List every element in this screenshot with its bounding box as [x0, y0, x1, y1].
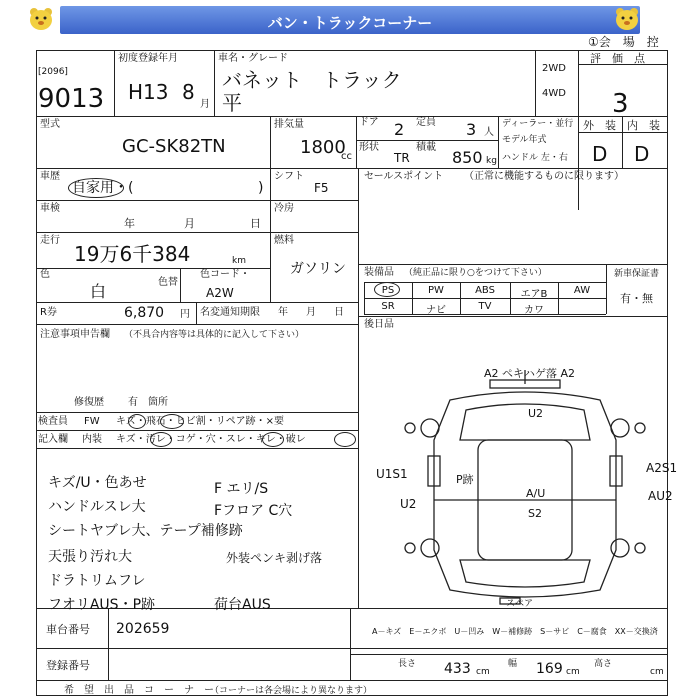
tax-unit: 円: [180, 309, 190, 320]
model-code: GC-SK82TN: [122, 136, 226, 157]
equipment-ps: PS: [381, 285, 395, 296]
diagram-left-mark-2: U2: [400, 497, 417, 511]
payload-value: 850: [452, 148, 483, 167]
width-label: 幅: [508, 659, 518, 669]
payload-unit: kg: [486, 156, 497, 166]
mileage-value: 19万6千384: [74, 242, 191, 266]
equipment-hint: （純正品に限り○をつけて下さい）: [404, 268, 547, 278]
color-change-label: 色替: [158, 277, 178, 288]
circle-mark-wear: [262, 432, 284, 447]
equipment-tv: TV: [478, 301, 492, 312]
tax-label: R券: [40, 307, 57, 318]
repair-history-value: 有: [128, 397, 138, 408]
equipment-abs: ABS: [475, 285, 495, 296]
inspector-items: キズ・飛石・ヒビ割・リペア跡・×要: [116, 416, 284, 427]
sales-point-label: セールスポイント: [364, 171, 444, 182]
repair-history-label: 修復歴: [74, 397, 104, 408]
entry-label: 記入欄: [38, 434, 68, 445]
damage-legend: A－キズ E－エクボ U－凹み W－補修跡 S－サビ C－腐食 XX－交換済: [372, 627, 658, 636]
remark-line: 天張り汚れ大: [48, 549, 132, 565]
equipment-leather: カワ: [524, 305, 544, 316]
equipment-sr: SR: [381, 301, 395, 312]
length-unit: cm: [476, 667, 490, 677]
color-label: 色: [40, 269, 50, 280]
banner-title: バン・トラックコーナー: [267, 14, 433, 32]
diagram-left-mark-1: U1S1: [376, 467, 408, 481]
capacity-unit: 人: [484, 127, 494, 138]
mileage-unit: km: [232, 256, 246, 266]
doors-label: ドア: [359, 117, 379, 128]
equipment-aw: AW: [573, 285, 591, 296]
model-year-label: モデル年式: [502, 135, 547, 145]
post-install-label: 後日品: [364, 319, 394, 330]
remark-line: ドラトリムフレ: [48, 573, 146, 589]
doors-value: 2: [394, 120, 405, 139]
sales-point-hint: （正常に機能するものに限ります）: [464, 171, 624, 182]
registration-number-label: 登録番号: [46, 659, 90, 672]
diagram-right-mark-1: A2S1: [646, 461, 678, 475]
interior-grade: D: [634, 142, 650, 166]
car-name-label: 車名・グレード: [218, 53, 288, 64]
first-reg-month: 8: [182, 80, 195, 104]
engine-unit: cc: [341, 151, 352, 162]
handle-label: ハンドル 左・右: [502, 153, 568, 163]
first-reg-month-unit: 月: [200, 99, 210, 110]
color-code: A2W: [206, 286, 234, 300]
remark-line: ハンドルスレ大: [48, 499, 146, 515]
mileage-label: 走行: [40, 235, 60, 246]
shape-value: TR: [394, 151, 410, 165]
circle-mark-chip: [160, 414, 184, 429]
lot-number: 9013: [38, 84, 105, 114]
diagram-center-mark-1: P跡: [456, 473, 474, 486]
mascot-bear-icon-left: [26, 5, 56, 31]
wish-corner-hint: （コーナーは各会場により異なります）: [210, 686, 373, 696]
height-label: 高さ: [594, 659, 613, 669]
equipment-pw: PW: [428, 285, 444, 296]
inspector-fw: FW: [84, 416, 100, 427]
mascot-bear-icon-right: [612, 5, 642, 31]
inspector-label: 検査員: [38, 416, 68, 427]
tax-value: 6,870: [124, 305, 165, 321]
remark-line: シートヤブレ大、テープ補修跡: [48, 523, 243, 539]
remark-line-right: 荷台AUS: [214, 597, 271, 613]
remark-line-right: Fフロア C穴: [214, 503, 293, 519]
fuel-value: ガソリン: [290, 261, 346, 277]
history-label: 車歴: [40, 171, 60, 182]
dealer-label: ディーラー・並行: [502, 119, 574, 129]
wish-corner-label: 希 望 出 品 コ ー ナ ー: [64, 685, 214, 696]
color-value: 白: [90, 282, 107, 301]
repair-location-label: 箇所: [148, 397, 168, 408]
history-value: 自家用・(: [72, 180, 134, 196]
notice-day: 日: [334, 307, 344, 318]
width-unit: cm: [566, 667, 580, 677]
height-unit: cm: [650, 667, 664, 677]
shape-label: 形状: [359, 142, 379, 153]
interior-check-label: 内装: [82, 434, 102, 445]
exterior-label: 外 装: [583, 119, 616, 132]
score-label: 評 価 点: [590, 52, 645, 65]
exterior-grade: D: [592, 142, 608, 166]
notes-label: 注意事項申告欄: [40, 329, 110, 340]
payload-label: 積載: [416, 142, 436, 153]
diagram-spare-label: スペア: [506, 599, 534, 609]
new-car-warranty-label: 新車保証書: [614, 269, 660, 279]
inspection-day: 日: [250, 217, 261, 230]
notice-month: 月: [306, 307, 316, 318]
capacity-value: 3: [466, 120, 477, 139]
chassis-number: 202659: [116, 621, 170, 637]
inspection-label: 車検: [40, 203, 60, 214]
inspection-month: 月: [184, 217, 195, 230]
equipment-ps-circle: [374, 282, 400, 297]
score-value: 3: [612, 89, 629, 119]
drive-4wd: 4WD: [542, 88, 566, 99]
chassis-number-label: 車台番号: [46, 623, 90, 636]
car-name: バネット トラック: [222, 68, 402, 92]
diagram-top-note: A2 ペキハゲ落 A2: [484, 367, 576, 380]
remark-line-right: 外装ペンキ剥げ落: [226, 551, 323, 565]
interior-items: キズ・汚レ・コゲ・穴・スレ・キレ・破レ: [116, 434, 306, 445]
equipment-label: 装備品: [364, 267, 394, 278]
car-grade: 平: [222, 91, 242, 115]
drive-2wd: 2WD: [542, 63, 566, 74]
model-label: 型式: [40, 119, 60, 130]
lot-small-number: [2096]: [38, 67, 68, 77]
inspection-year: 年: [124, 217, 135, 230]
circle-mark-scratch: [128, 414, 146, 429]
history-close: ): [258, 180, 264, 196]
cooling-label: 冷房: [274, 203, 294, 214]
remark-line: キズ/U・色あせ: [48, 475, 147, 491]
circle-mark-stain: [150, 432, 172, 447]
remark-line-right: F エリ/S: [214, 481, 269, 497]
shift-label: シフト: [274, 171, 304, 182]
color-code-label: 色コード・: [200, 269, 250, 280]
equipment-airbag: エアB: [520, 289, 548, 300]
length-label: 長さ: [398, 659, 417, 669]
diagram-center-mark-2: A/U: [526, 487, 546, 500]
vehicle-damage-diagram: [390, 367, 660, 610]
engine-value: 1800: [300, 137, 346, 158]
capacity-label: 定員: [416, 117, 436, 128]
first-reg-year: H13: [128, 80, 169, 104]
engine-label: 排気量: [274, 119, 304, 130]
diagram-right-mark-2: AU2: [648, 489, 673, 503]
interior-label: 内 装: [627, 119, 660, 132]
notice-deadline-label: 名変通知期限: [200, 307, 260, 318]
diagram-center-mark-3: S2: [528, 507, 542, 520]
fuel-label: 燃料: [274, 235, 294, 246]
circle-mark-tear: [334, 432, 356, 447]
equipment-navi: ナビ: [426, 305, 446, 316]
new-car-warranty-value: 有・無: [620, 292, 653, 305]
corner-banner: [60, 6, 640, 34]
venue-copy-label: ①会 場 控: [588, 35, 659, 49]
remark-line: フオリAUS・P跡: [48, 597, 156, 613]
width-value: 169: [536, 661, 563, 677]
notes-hint: （不具合内容等は具体的に記入して下さい）: [124, 330, 305, 340]
first-reg-label: 初度登録年月: [118, 53, 178, 64]
notice-year: 年: [278, 307, 288, 318]
length-value: 433: [444, 661, 471, 677]
shift-value: F5: [314, 181, 329, 195]
diagram-front-mark: U2: [528, 407, 544, 420]
